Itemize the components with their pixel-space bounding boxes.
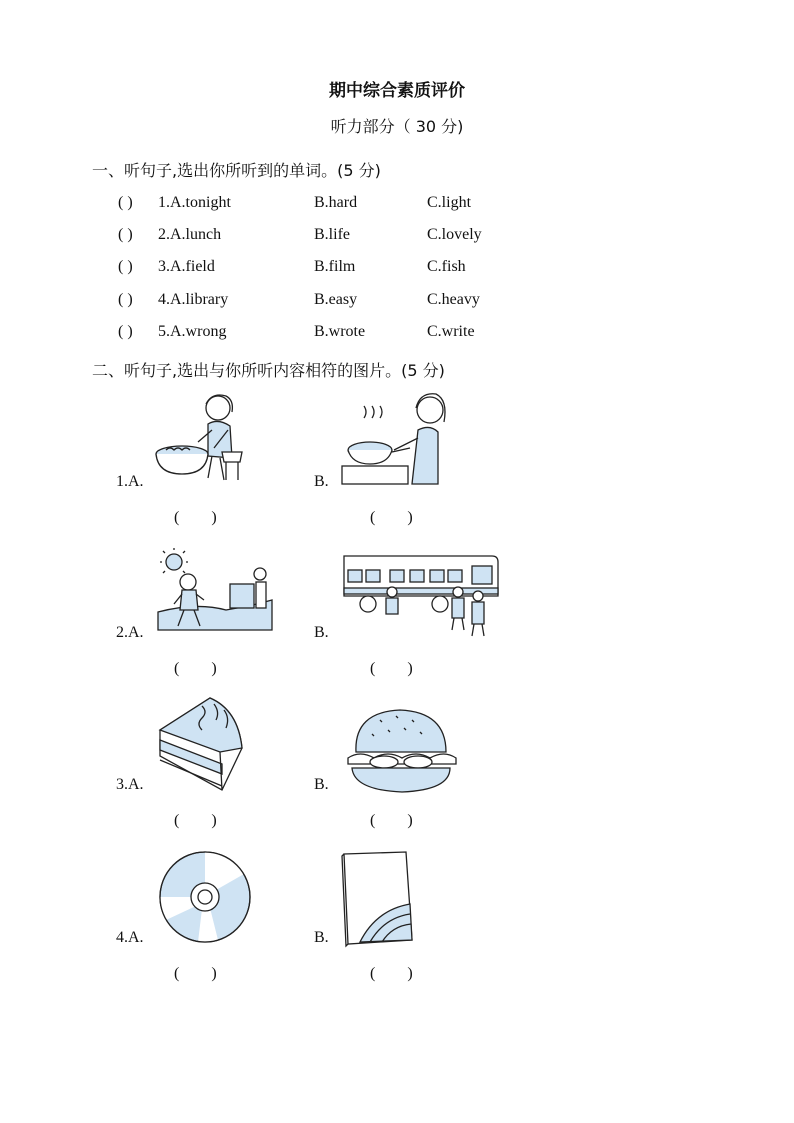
option-b: B.film — [314, 258, 356, 275]
option-a: 2.A.lunch — [158, 226, 222, 243]
item3-label-a: 3.A. — [116, 776, 144, 793]
option-a: 1.A.tonight — [158, 194, 231, 211]
question-row — [118, 323, 618, 345]
book-icon — [340, 850, 418, 948]
woman-cooking-icon — [338, 388, 450, 488]
school-bus-children-icon — [340, 552, 502, 642]
item3-answer-b[interactable]: ( ) — [370, 812, 413, 829]
item1-answer-a[interactable]: ( ) — [174, 509, 217, 526]
item1-label-b: B. — [314, 473, 329, 490]
answer-blank[interactable]: ( ) — [118, 323, 133, 340]
item4-label-b: B. — [314, 929, 329, 946]
item1-answer-b[interactable]: ( ) — [370, 509, 413, 526]
question-row — [118, 194, 618, 216]
option-c: C.fish — [427, 258, 466, 275]
cd-disc-icon — [158, 850, 252, 944]
option-a: 5.A.wrong — [158, 323, 227, 340]
boy-walking-to-school-icon — [156, 550, 274, 640]
section1-heading: 一、听句子,选出你所听到的单词。(5 分) — [92, 161, 381, 180]
girl-washing-clothes-icon — [152, 390, 247, 488]
item2-answer-b[interactable]: ( ) — [370, 660, 413, 677]
question-row — [118, 291, 618, 313]
answer-blank[interactable]: ( ) — [118, 258, 133, 275]
answer-blank[interactable]: ( ) — [118, 291, 133, 308]
option-b: B.wrote — [314, 323, 366, 340]
answer-blank[interactable]: ( ) — [118, 226, 133, 243]
hamburger-icon — [340, 706, 462, 796]
item2-label-b: B. — [314, 624, 329, 641]
option-b: B.easy — [314, 291, 358, 308]
cake-slice-icon — [158, 696, 246, 792]
item3-label-b: B. — [314, 776, 329, 793]
option-c: C.write — [427, 323, 475, 340]
option-c: C.heavy — [427, 291, 480, 308]
option-b: B.life — [314, 226, 350, 243]
item3-answer-a[interactable]: ( ) — [174, 812, 217, 829]
option-c: C.light — [427, 194, 472, 211]
item2-answer-a[interactable]: ( ) — [174, 660, 217, 677]
item4-label-a: 4.A. — [116, 929, 144, 946]
option-a: 4.A.library — [158, 291, 229, 308]
item4-answer-b[interactable]: ( ) — [370, 965, 413, 982]
item1-label-a: 1.A. — [116, 473, 144, 490]
question-row — [118, 226, 618, 248]
question-row — [118, 258, 618, 280]
option-a: 3.A.field — [158, 258, 215, 275]
answer-blank[interactable]: ( ) — [118, 194, 133, 211]
option-b: B.hard — [314, 194, 358, 211]
option-c: C.lovely — [427, 226, 482, 243]
page-subtitle: 听力部分（ 30 分) — [330, 117, 464, 136]
section2-heading: 二、听句子,选出与你所听内容相符的图片。(5 分) — [92, 361, 445, 380]
page-title: 期中综合素质评价 — [329, 81, 465, 101]
item2-label-a: 2.A. — [116, 624, 144, 641]
item4-answer-a[interactable]: ( ) — [174, 965, 217, 982]
